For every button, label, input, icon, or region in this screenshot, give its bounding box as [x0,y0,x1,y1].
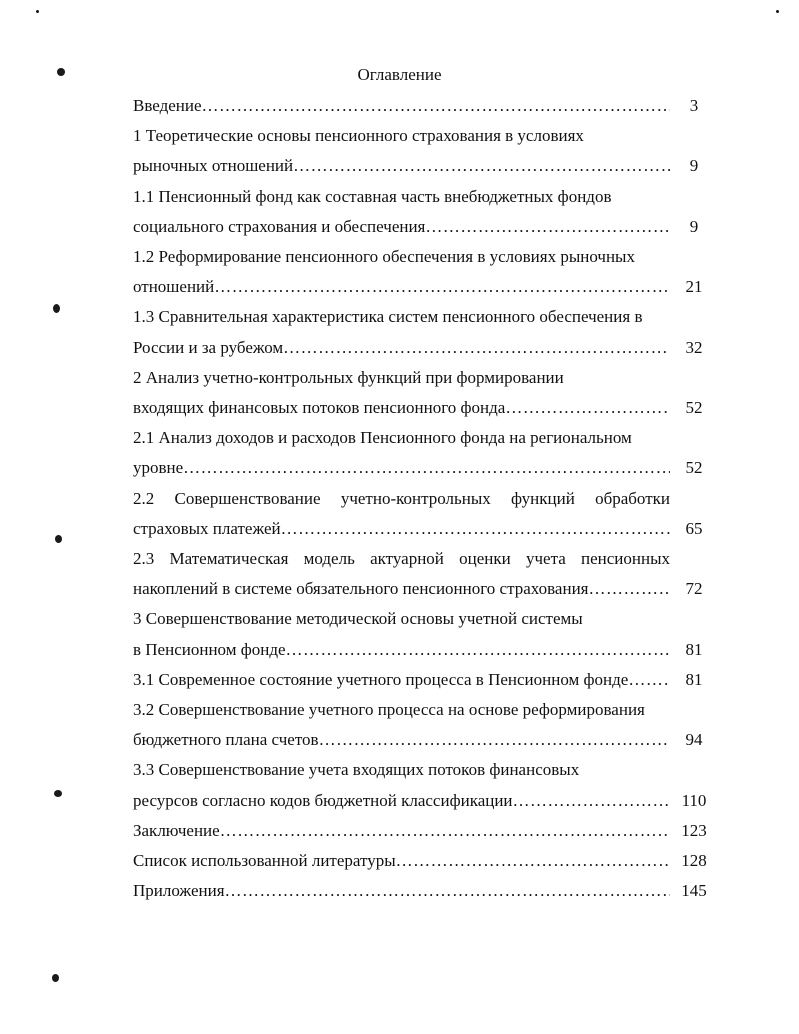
dot-leader [220,819,670,843]
toc-line [133,879,670,903]
toc-entry-text: накоплений в системе обязательного пенсионного страхования [133,579,589,598]
toc-entry-text: Список использованной литературы [133,851,396,870]
toc-page-number: 123 [681,821,707,840]
toc-line [133,517,670,541]
toc-entry-text: Приложения [133,881,225,900]
toc-page-number: 81 [685,640,703,659]
toc-line [133,215,670,239]
toc-entry-text: 2.2 Совершенствование учетно-контрольных функций обработки [133,489,670,508]
toc-line [133,728,670,752]
toc-line [133,396,670,420]
toc-entry-text: 3 Совершенствование методической основы учетной системы [133,609,583,628]
toc-line [133,94,670,118]
toc-page-number: 65 [685,519,703,538]
toc-page-number: 145 [681,881,707,900]
page-title: Оглавление [357,65,442,84]
dot-leader [589,577,671,601]
toc-entry-text: 3.2 Совершенствование учетного процесса на основе реформирования [133,700,645,719]
toc-page-number: 81 [685,670,703,689]
toc-page-number: 52 [685,398,703,417]
toc-entry-text: 1.1 Пенсионный фонд как составная часть внебюджетных фондов [133,187,612,206]
dot-leader [283,336,670,360]
dot-leader [396,849,670,873]
toc-entry-text: страховых платежей [133,519,281,538]
toc-entry-text: 1 Теоретические основы пенсионного страхования в условиях [133,126,584,145]
toc-line [133,577,670,601]
toc-entry-text: 1.2 Реформирование пенсионного обеспечения в условиях рыночных [133,247,635,266]
toc-page-number: 9 [689,217,699,236]
toc-line [133,849,670,873]
toc-page-number: 32 [685,338,703,357]
scan-speck [55,535,62,543]
scan-speck [54,790,62,797]
dot-leader [225,879,670,903]
toc-page-number: 128 [681,851,707,870]
toc-entry-text: 2.3 Математическая модель актуарной оценки учета пенсионных [133,549,670,568]
toc-entry-text: уровне [133,458,184,477]
toc-entry-text: бюджетного плана счетов [133,730,319,749]
toc-entry-text: отношений [133,277,215,296]
dot-leader [425,215,670,239]
toc-line [133,819,670,843]
toc-entry-text: 3.3 Совершенствование учета входящих потоков финансовых [133,760,580,779]
toc-line [133,638,670,662]
toc-page-number: 110 [681,791,707,810]
scan-speck [57,68,65,76]
toc-entry-text: Заключение [133,821,220,840]
scan-speck [776,10,779,13]
dot-leader [293,154,670,178]
toc-entry-text: социального страхования и обеспечения [133,217,426,236]
toc-page-number: 3 [689,96,699,115]
toc-line [133,275,670,299]
dot-leader [628,668,670,692]
dot-leader [214,275,670,299]
toc-entry-text: в Пенсионном фонде [133,640,286,659]
toc-line [133,154,670,178]
toc-entry-text: 2 Анализ учетно-контрольных функций при формировании [133,368,564,387]
toc-entry-text: входящих финансовых потоков пенсионного фонда [133,398,506,417]
toc-line [133,456,670,480]
toc-entry-text: рыночных отношений [133,156,294,175]
toc-entry-text: ресурсов согласно кодов бюджетной классификации [133,791,513,810]
toc-line [133,336,670,360]
toc-entry-text: 1.3 Сравнительная характеристика систем пенсионного обеспечения в [133,307,643,326]
toc-page-number: 21 [685,277,703,296]
dot-leader [286,638,670,662]
toc-entry-text: Введение [133,96,202,115]
toc-page-number: 72 [685,579,703,598]
toc-line [133,668,670,692]
dot-leader [281,517,670,541]
toc-line [133,789,670,813]
dot-leader [202,94,670,118]
dot-leader [505,396,670,420]
scan-speck [36,10,39,13]
dot-leader [319,728,670,752]
scan-speck [52,974,59,982]
toc-page-number: 52 [685,458,703,477]
toc-entry-text: России и за рубежом [133,338,284,357]
scan-speck [53,304,60,313]
toc-page-number: 9 [689,156,699,175]
dot-leader [513,789,670,813]
toc-entry-text: 3.1 Современное состояние учетного процесса в Пенсионном фонде [133,670,629,689]
dot-leader [183,456,670,480]
toc-page-number: 94 [685,730,703,749]
toc-entry-text: 2.1 Анализ доходов и расходов Пенсионного фонда на региональном [133,428,632,447]
